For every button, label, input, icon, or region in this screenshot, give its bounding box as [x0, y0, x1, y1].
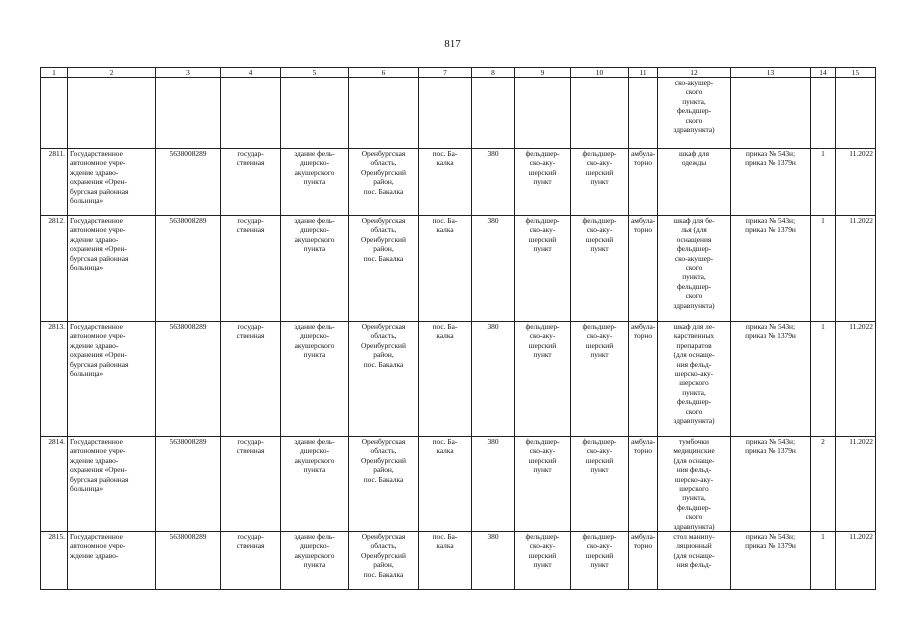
table-cell: [68, 78, 156, 149]
inn-cell: 5638008289: [156, 216, 221, 322]
table-cell: [811, 78, 836, 149]
address-cell: Оренбургская область, Оренбургский район, пос. Бакалка: [349, 149, 419, 216]
column-header: 1: [41, 68, 68, 78]
registry-table: [40, 67, 876, 590]
column-header: 6: [349, 68, 419, 78]
department-name-cell: фельдшер- ско-аку- шерский пункт: [571, 437, 629, 532]
address-cell: Оренбургская область, Оренбургский район, пос. Бакалка: [349, 216, 419, 322]
date-cell: 11.2022: [836, 149, 876, 216]
settlement-cell: пос. Ба- калка: [419, 437, 472, 532]
organization-cell: Государственное автономное учре- ждение здраво- охранения «Орен- бургская районная больница»: [68, 437, 156, 532]
table-cell: [515, 78, 571, 149]
row-number-cell: 2813.: [41, 322, 68, 437]
inn-cell: 5638008289: [156, 532, 221, 590]
settlement-cell: пос. Ба- калка: [419, 216, 472, 322]
column-header: 9: [515, 68, 571, 78]
equipment-cell: шкаф для одежды: [658, 149, 731, 216]
table-cell: [419, 78, 472, 149]
organization-cell: Государственное автономное учре- ждение здраво- охранения «Орен- бургская районная больница»: [68, 149, 156, 216]
table-cell: [156, 78, 221, 149]
table-cell: [836, 78, 876, 149]
column-header: 2: [68, 68, 156, 78]
inn-cell: 5638008289: [156, 322, 221, 437]
ownership-cell: государ- ственная: [221, 149, 281, 216]
building-cell: здание фель- дшерско- акушерского пункта: [281, 437, 349, 532]
column-header: 3: [156, 68, 221, 78]
building-cell: здание фель- дшерско- акушерского пункта: [281, 149, 349, 216]
care-type-cell: амбула- торно: [629, 437, 658, 532]
orders-cell: приказ № 543н; приказ № 1379н: [731, 322, 811, 437]
row-number-cell: 2811.: [41, 149, 68, 216]
code-cell: 380: [472, 437, 515, 532]
department-type-cell: фельдшер- ско-аку- шерский пункт: [515, 532, 571, 590]
care-type-cell: амбула- торно: [629, 216, 658, 322]
department-type-cell: фельдшер- ско-аку- шерский пункт: [515, 216, 571, 322]
ownership-cell: государ- ственная: [221, 532, 281, 590]
table-cell: [41, 78, 68, 149]
building-cell: здание фель- дшерско- акушерского пункта: [281, 532, 349, 590]
address-cell: Оренбургская область, Оренбургский район, пос. Бакалка: [349, 322, 419, 437]
table-row: [41, 322, 876, 437]
quantity-cell: 1: [811, 216, 836, 322]
orders-cell: приказ № 543н; приказ № 1379н: [731, 437, 811, 532]
date-cell: 11.2022: [836, 532, 876, 590]
quantity-cell: 1: [811, 322, 836, 437]
address-cell: Оренбургская область, Оренбургский район, пос. Бакалка: [349, 437, 419, 532]
department-name-cell: фельдшер- ско-аку- шерский пункт: [571, 322, 629, 437]
care-type-cell: амбула- торно: [629, 532, 658, 590]
care-type-cell: амбула- торно: [629, 322, 658, 437]
quantity-cell: 2: [811, 437, 836, 532]
code-cell: 380: [472, 532, 515, 590]
department-name-cell: фельдшер- ско-аку- шерский пункт: [571, 532, 629, 590]
ownership-cell: государ- ственная: [221, 322, 281, 437]
ownership-cell: государ- ственная: [221, 216, 281, 322]
address-cell: Оренбургская область, Оренбургский район, пос. Бакалка: [349, 532, 419, 590]
inn-cell: 5638008289: [156, 149, 221, 216]
settlement-cell: пос. Ба- калка: [419, 532, 472, 590]
column-header: 5: [281, 68, 349, 78]
continuation-row: [41, 78, 876, 149]
row-number-cell: 2814.: [41, 437, 68, 532]
table-cell: [472, 78, 515, 149]
table-row: [41, 437, 876, 532]
table-row: [41, 216, 876, 322]
orders-cell: приказ № 543н; приказ № 1379н: [731, 216, 811, 322]
ownership-cell: государ- ственная: [221, 437, 281, 532]
column-header: 15: [836, 68, 876, 78]
orders-cell: приказ № 543н; приказ № 1379н: [731, 532, 811, 590]
page-number: 817: [444, 38, 461, 50]
equipment-cell: ско-акушер- ского пункта, фельдшер- ского здравпункта): [658, 78, 731, 149]
date-cell: 11.2022: [836, 322, 876, 437]
care-type-cell: амбула- торно: [629, 149, 658, 216]
column-header: 12: [658, 68, 731, 78]
department-type-cell: фельдшер- ско-аку- шерский пункт: [515, 437, 571, 532]
table-cell: [221, 78, 281, 149]
column-header: 13: [731, 68, 811, 78]
table-row: [41, 532, 876, 590]
department-type-cell: фельдшер- ско-аку- шерский пункт: [515, 322, 571, 437]
organization-cell: Государственное автономное учре- ждение здраво- охранения «Орен- бургская районная больница»: [68, 322, 156, 437]
column-header: 11: [629, 68, 658, 78]
settlement-cell: пос. Ба- калка: [419, 322, 472, 437]
department-name-cell: фельдшер- ско-аку- шерский пункт: [571, 216, 629, 322]
column-number-header-row: [41, 68, 876, 78]
table-cell: [281, 78, 349, 149]
quantity-cell: 1: [811, 532, 836, 590]
table-row: [41, 149, 876, 216]
table-cell: [571, 78, 629, 149]
date-cell: 11.2022: [836, 437, 876, 532]
orders-cell: приказ № 543н; приказ № 1379н: [731, 149, 811, 216]
code-cell: 380: [472, 322, 515, 437]
column-header: 7: [419, 68, 472, 78]
column-header: 8: [472, 68, 515, 78]
row-number-cell: 2812.: [41, 216, 68, 322]
column-header: 14: [811, 68, 836, 78]
equipment-cell: тумбочки медицинские (для оснаще- ния фельд- шерско-аку- шерского пункта, фельдшер- ского здравпункта): [658, 437, 731, 532]
equipment-cell: стол манипу- ляционный (для оснаще- ния фельд-: [658, 532, 731, 590]
building-cell: здание фель- дшерско- акушерского пункта: [281, 216, 349, 322]
quantity-cell: 1: [811, 149, 836, 216]
inn-cell: 5638008289: [156, 437, 221, 532]
equipment-cell: шкаф для ле- карственных препаратов (для оснаще- ния фельд- шерско-аку- шерского пункта, фельдшер- ского здравпункта): [658, 322, 731, 437]
column-header: 4: [221, 68, 281, 78]
column-header: 10: [571, 68, 629, 78]
table-cell: [349, 78, 419, 149]
table-cell: [629, 78, 658, 149]
equipment-cell: шкаф для бе- лья (для оснащения фельдшер- ско-акушер- ского пункта, фельдшер- ского здравпункта): [658, 216, 731, 322]
building-cell: здание фель- дшерско- акушерского пункта: [281, 322, 349, 437]
code-cell: 380: [472, 216, 515, 322]
department-name-cell: фельдшер- ско-аку- шерский пункт: [571, 149, 629, 216]
organization-cell: Государственное автономное учре- ждение здраво-: [68, 532, 156, 590]
table-cell: [731, 78, 811, 149]
department-type-cell: фельдшер- ско-аку- шерский пункт: [515, 149, 571, 216]
organization-cell: Государственное автономное учре- ждение здраво- охранения «Орен- бургская районная больница»: [68, 216, 156, 322]
settlement-cell: пос. Ба- калка: [419, 149, 472, 216]
row-number-cell: 2815.: [41, 532, 68, 590]
code-cell: 380: [472, 149, 515, 216]
date-cell: 11.2022: [836, 216, 876, 322]
